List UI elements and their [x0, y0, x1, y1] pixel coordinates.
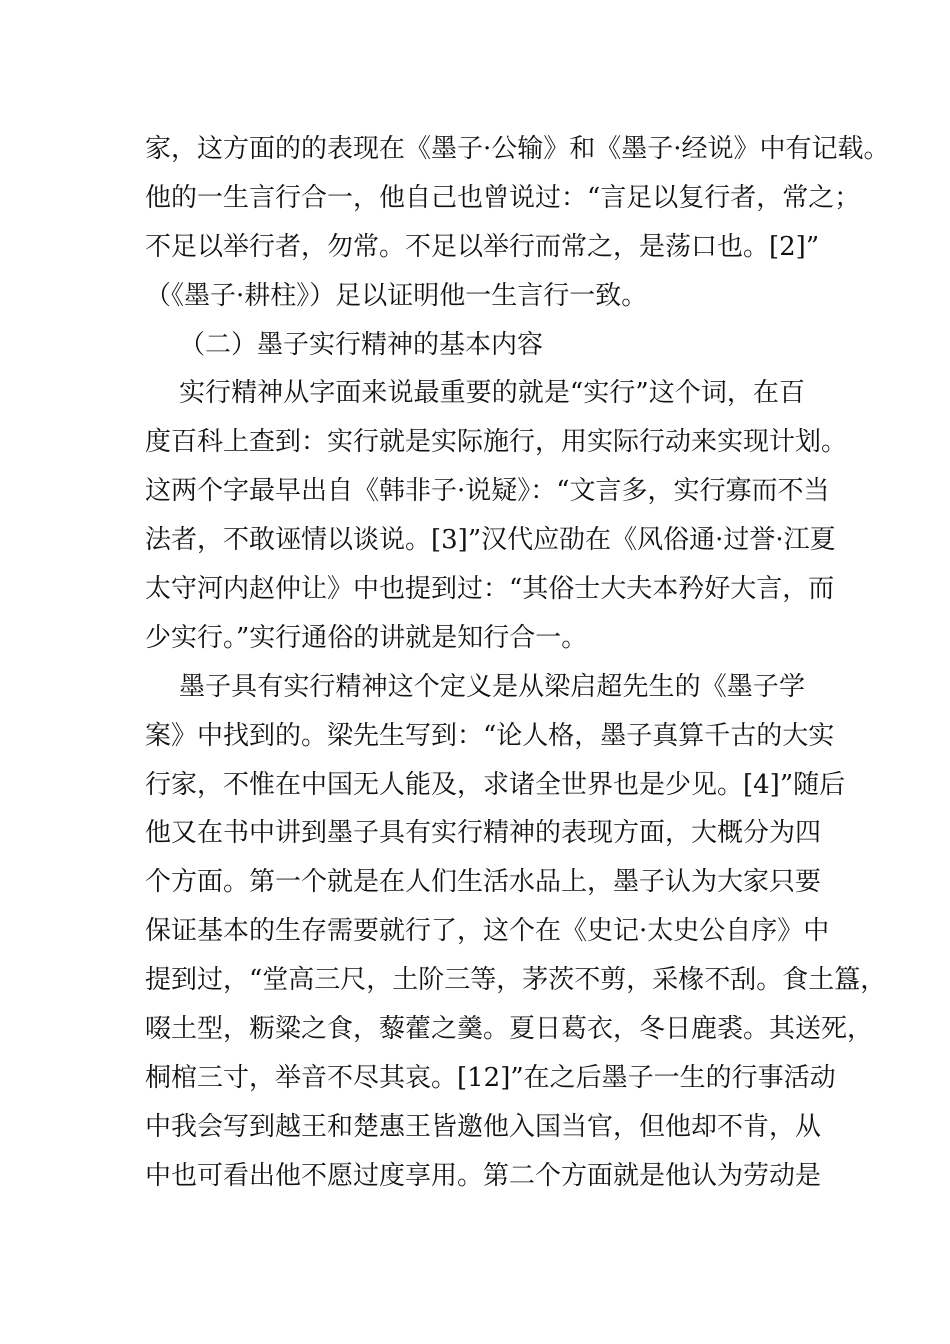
- paragraph-1-line-2: 他的一生言行合一，他自己也曾说过：“言足以复行者，常之；: [145, 182, 861, 213]
- paragraph-3-line-7: 提到过，“堂高三尺，土阶三等，茅茨不剪，采椽不刮。食土簋，: [145, 965, 887, 996]
- paragraph-2-line-5: 太守河内赵仲让》中也提到过：“其俗士大夫本矜好大言，而: [145, 574, 835, 605]
- paragraph-3-line-5: 个方面。第一个就是在人们生活水品上，墨子认为大家只要: [145, 867, 822, 898]
- paragraph-3-line-10: 中我会写到越王和楚惠王皆邀他入国当官，但他却不肯，从: [145, 1111, 822, 1142]
- paragraph-3-line-1: 墨子具有实行精神这个定义是从梁启超先生的《墨子学: [179, 671, 805, 702]
- paragraph-3-line-8: 啜土型，粝粱之食，藜藿之羹。夏日葛衣，冬日鹿裘。其送死，: [145, 1014, 874, 1045]
- paragraph-2-line-3: 这两个字最早出自《韩非子·说疑》：“文言多，实行寡而不当: [145, 476, 830, 507]
- paragraph-2-line-4: 法者，不敢诬情以谈说。[3]”汉代应劭在《风俗通·过誉·江夏: [145, 525, 836, 556]
- section-heading: （二）墨子实行精神的基本内容: [179, 329, 544, 360]
- paragraph-1-line-1: 家，这方面的的表现在《墨子·公输》和《墨子·经说》中有记载。: [145, 134, 890, 164]
- paragraph-3-line-6: 保证基本的生存需要就行了，这个在《史记·太史公自序》中: [145, 916, 830, 947]
- paragraph-3-line-4: 他又在书中讲到墨子具有实行精神的表现方面，大概分为四: [145, 818, 822, 849]
- paragraph-1-line-3: 不足以举行者，勿常。不足以举行而常之，是荡口也。[2]”: [145, 231, 820, 262]
- body-text: [145, 125, 890, 1201]
- paragraph-2-line-1: 实行精神从字面来说最重要的就是“实行”这个词，在百: [179, 378, 805, 409]
- paragraph-3-line-11: 中也可看出他不愿过度享用。第二个方面就是他认为劳动是: [145, 1160, 822, 1191]
- paragraph-3-line-3: 行家，不惟在中国无人能及，求诸全世界也是少见。[4]”随后: [145, 769, 846, 800]
- paragraph-2-line-6: 少实行。”实行通俗的讲就是知行合一。: [145, 622, 588, 653]
- paragraph-1-line-4: （《墨子·耕柱》）足以证明他一生言行一致。: [145, 280, 648, 311]
- paragraph-3-line-9: 桐棺三寸，举音不尽其哀。[12]”在之后墨子一生的行事活动: [145, 1062, 836, 1093]
- paragraph-3-line-2: 案》中找到的。梁先生写到：“论人格，墨子真算千古的大实: [145, 720, 835, 751]
- paragraph-2-line-2: 度百科上查到：实行就是实际施行，用实际行动来实现计划。: [145, 427, 848, 458]
